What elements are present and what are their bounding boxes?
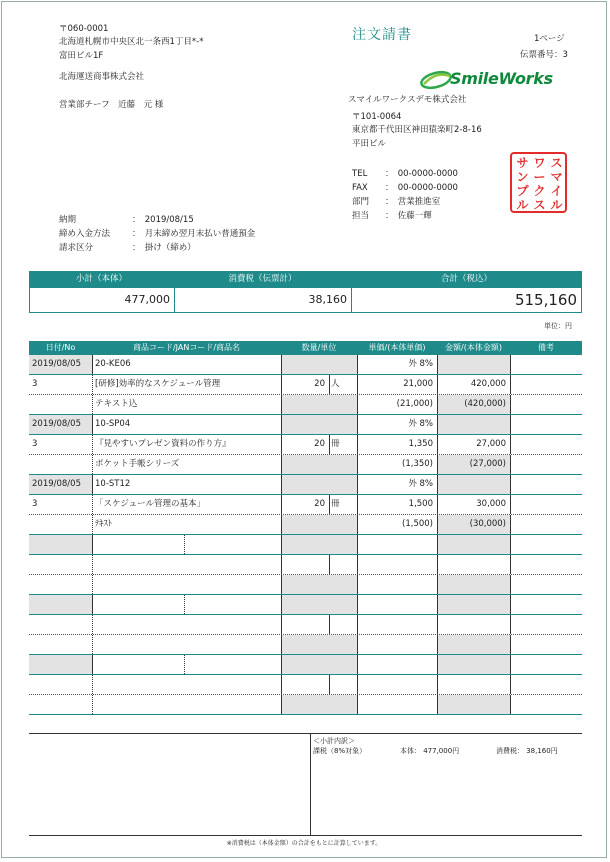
item-code: 20-KE06	[95, 359, 131, 369]
summary-box	[29, 733, 582, 836]
item-unit: 冊	[331, 439, 340, 449]
col-product: 商品コード/JANコード/商品名	[132, 343, 241, 352]
fax-label: FAX	[352, 183, 368, 193]
recipient-person: 営業部チーフ 近藤 元 様	[59, 100, 164, 110]
item-base-price: (1,350)	[402, 459, 433, 469]
item-base-amount: (27,000)	[437, 455, 510, 474]
empty-row	[29, 655, 582, 675]
due-label: 納期	[59, 215, 77, 225]
unit-label: 単位：円	[544, 322, 572, 330]
total-header: 合計（税込）	[440, 274, 492, 284]
empty-row	[29, 535, 582, 555]
fax-value: ： 00-0000-0000	[385, 183, 458, 193]
item-code: 10-ST12	[95, 479, 131, 489]
table-row	[29, 395, 582, 415]
item-base-amount: (420,000)	[437, 395, 510, 414]
item-no: 3	[32, 499, 38, 509]
qty-blank	[281, 455, 357, 474]
amount-blank	[437, 355, 510, 374]
totals-table	[29, 271, 582, 313]
item-name: [研修]効率的なスケジュール管理	[95, 379, 221, 389]
table-row	[29, 495, 582, 515]
footnote: ※消費税は（本体金額）の合計をもとに計算しています。	[226, 840, 382, 847]
item-tax: 外 8%	[408, 359, 433, 369]
slip-number: 伝票番号：3	[520, 50, 568, 60]
item-note: テキスト込	[95, 399, 138, 409]
tax-value: 38,160	[175, 288, 352, 312]
item-date: 2019/08/05	[29, 355, 92, 374]
payment-label: 締め入金方法	[59, 229, 111, 239]
billing-value: ： 掛け（締め）	[132, 243, 196, 253]
item-no: 3	[32, 379, 38, 389]
stamp-col-1: スマイル	[550, 156, 563, 212]
staff-value: ： 佐藤一輝	[385, 211, 432, 221]
document-title: 注文請書	[352, 27, 412, 43]
summary-body: 本体： 477,000円	[400, 747, 460, 755]
item-price: 1,500	[408, 499, 433, 509]
item-note: ﾃｷｽﾄ	[95, 519, 113, 529]
item-qty: 20	[314, 439, 325, 449]
amount-blank	[437, 475, 510, 494]
smileworks-logo-icon	[420, 67, 454, 91]
qty-blank	[281, 355, 357, 374]
qty-blank	[281, 515, 357, 534]
item-amount: 30,000	[476, 499, 506, 509]
tel-value: ： 00-0000-0000	[385, 169, 458, 179]
items-header	[29, 341, 582, 355]
item-note: ポケット手帳シリーズ	[95, 459, 180, 469]
total-value: 515,160	[514, 291, 577, 309]
summary-heading: ＜小計内訳＞	[313, 737, 355, 745]
empty-row	[29, 635, 582, 655]
empty-row	[29, 675, 582, 695]
item-qty: 20	[314, 379, 325, 389]
item-no: 3	[32, 439, 38, 449]
tax-header: 消費税（伝票計）	[228, 274, 297, 284]
items-table	[29, 341, 582, 715]
empty-row	[29, 615, 582, 635]
issuer-zip: 〒101-0064	[352, 112, 402, 122]
item-base-amount: (30,000)	[437, 515, 510, 534]
empty-row	[29, 695, 582, 715]
col-amount: 金額/(本体金額)	[445, 343, 502, 352]
col-note: 備考	[538, 343, 554, 352]
qty-blank	[281, 395, 357, 414]
table-row	[29, 435, 582, 455]
table-row	[29, 355, 582, 375]
item-price: 21,000	[403, 379, 433, 389]
recipient-company: 北海運送商事株式会社	[59, 72, 145, 82]
col-qty: 数量/単位	[301, 343, 337, 352]
summary-label: 課税（8%対象）	[313, 747, 367, 755]
col-price: 単価/(本体単価)	[368, 343, 426, 352]
amount-blank	[437, 415, 510, 434]
payment-value: ： 月末締め翌月末払い普通預金	[132, 229, 256, 239]
staff-label: 担当	[352, 211, 370, 221]
item-date: 2019/08/05	[29, 475, 92, 494]
recipient-zip: 〒060-0001	[59, 24, 109, 34]
item-tax: 外 8%	[408, 419, 433, 429]
empty-row	[29, 575, 582, 595]
item-unit: 人	[331, 379, 340, 389]
issuer-company: スマイルワークスデモ株式会社	[348, 95, 467, 105]
order-document	[1, 1, 607, 858]
qty-blank	[281, 415, 357, 434]
item-name: 『見やすいプレゼン資料の作り方』	[95, 439, 231, 449]
qty-blank	[281, 475, 357, 494]
col-date: 日付/No	[45, 343, 76, 352]
item-amount: 27,000	[476, 439, 506, 449]
items-body	[29, 355, 582, 715]
subtotal-value: 477,000	[30, 288, 175, 312]
page-number: 1ページ	[534, 34, 565, 44]
item-base-price: (21,000)	[396, 399, 433, 409]
summary-tax: 消費税： 38,160円	[496, 747, 558, 755]
tel-label: TEL	[352, 169, 368, 179]
table-row	[29, 475, 582, 495]
stamp-col-3: サンプル	[516, 156, 529, 212]
item-tax: 外 8%	[408, 479, 433, 489]
item-name: 「スケジュール管理の基本」	[95, 499, 205, 509]
dept-label: 部門	[352, 197, 370, 207]
item-qty: 20	[314, 499, 325, 509]
item-unit: 冊	[331, 499, 340, 509]
empty-row	[29, 595, 582, 615]
company-logo	[420, 67, 572, 91]
issuer-address1: 東京都千代田区神田猿楽町2-8-16	[352, 125, 482, 135]
item-code: 10-SP04	[95, 419, 131, 429]
table-row	[29, 455, 582, 475]
company-seal-stamp	[510, 152, 567, 213]
item-price: 1,350	[408, 439, 433, 449]
due-value: ： 2019/08/15	[132, 215, 194, 225]
item-date: 2019/08/05	[29, 415, 92, 434]
subtotal-header: 小計（本体）	[75, 274, 127, 284]
recipient-address1: 北海道札幌市中央区北一条西1丁目*-*	[59, 37, 204, 47]
logo-text: SmileWorks	[450, 69, 553, 88]
item-base-price: (1,500)	[402, 519, 433, 529]
table-row	[29, 515, 582, 535]
dept-value: ： 営業推進室	[385, 197, 441, 207]
recipient-address2: 富田ビル1F	[59, 51, 104, 61]
issuer-address2: 平田ビル	[352, 139, 387, 149]
empty-row	[29, 555, 582, 575]
table-row	[29, 415, 582, 435]
stamp-col-2: ワークス	[533, 156, 546, 212]
table-row	[29, 375, 582, 395]
billing-label: 請求区分	[59, 243, 94, 253]
item-amount: 420,000	[470, 379, 506, 389]
